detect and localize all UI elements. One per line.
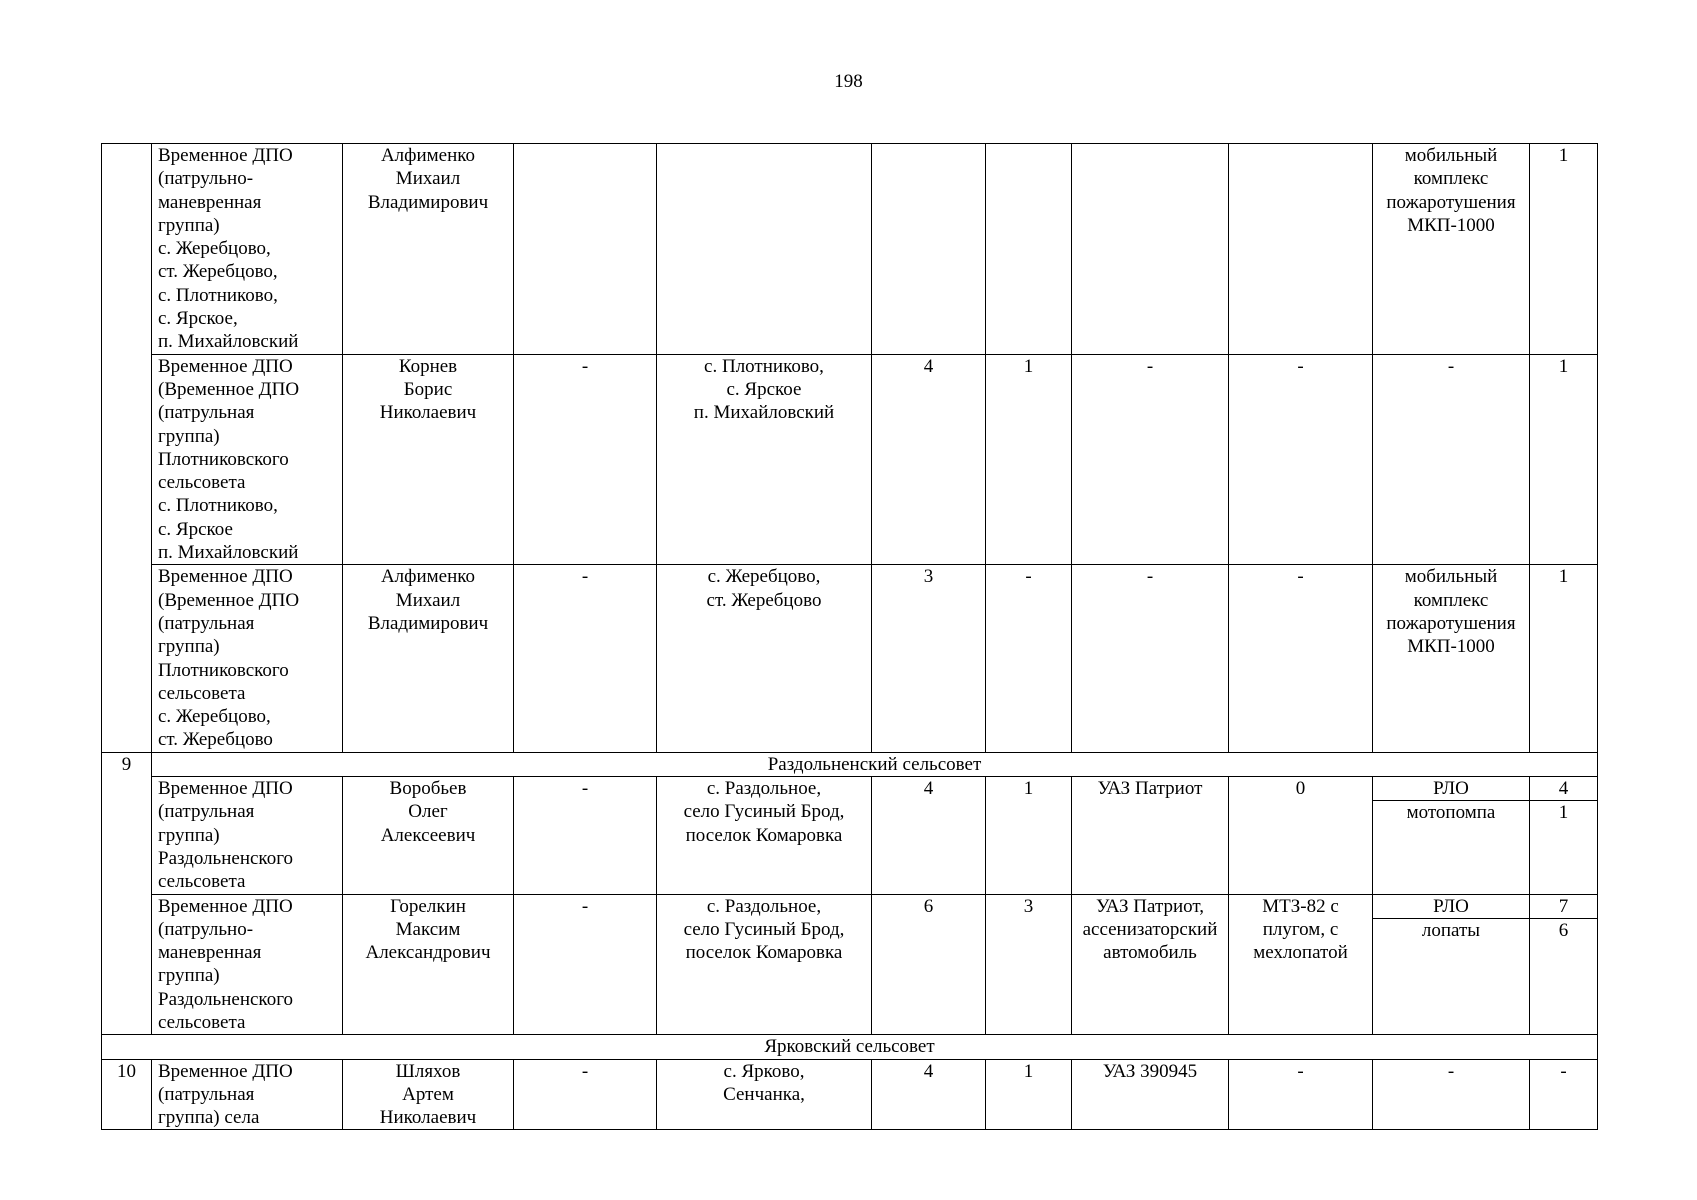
head-name-cell: Горелкин Максим Александрович xyxy=(343,894,514,1035)
table-cell: - xyxy=(514,354,657,565)
section-row xyxy=(102,752,1598,776)
equipment-cell: РЛО xyxy=(1373,894,1530,918)
equipment-count-cell: 1 xyxy=(1530,801,1598,894)
table-cell: - xyxy=(1072,565,1229,752)
table-cell: 4 xyxy=(872,354,986,565)
table-cell: 6 xyxy=(872,894,986,1035)
table-cell xyxy=(1072,144,1229,355)
table-cell: - xyxy=(1229,354,1373,565)
equipment-cell: мотопомпа xyxy=(1373,801,1530,894)
table-cell xyxy=(514,144,657,355)
fire-units-table xyxy=(101,143,1598,1130)
table-cell: 4 xyxy=(872,777,986,894)
table-cell: 4 xyxy=(872,1059,986,1130)
section-title: Ярковский сельсовет xyxy=(102,1035,1598,1059)
equipment-count-cell: 1 xyxy=(1530,565,1598,752)
table-cell: 0 xyxy=(1229,777,1373,894)
equipment-cell: - xyxy=(1373,1059,1530,1130)
unit-name-cell: Временное ДПО (патрульная группа) села xyxy=(152,1059,343,1130)
area-cell: с. Ярково, Сенчанка, xyxy=(657,1059,872,1130)
table-cell: УАЗ Патриот xyxy=(1072,777,1229,894)
equipment-count-cell: 1 xyxy=(1530,354,1598,565)
page-number: 198 xyxy=(834,71,863,92)
table-cell: 1 xyxy=(986,354,1072,565)
head-name-cell: Шляхов Артем Николаевич xyxy=(343,1059,514,1130)
table-row xyxy=(102,144,1598,355)
area-cell: с. Жеребцово, ст. Жеребцово xyxy=(657,565,872,752)
table-row xyxy=(102,894,1598,918)
head-name-cell: Алфименко Михаил Владимирович xyxy=(343,144,514,355)
equipment-count-cell: - xyxy=(1530,1059,1598,1130)
area-cell xyxy=(657,144,872,355)
table-cell: - xyxy=(1072,354,1229,565)
equipment-cell: мобильный комплекс пожаротушения МКП-1000 xyxy=(1373,565,1530,752)
equipment-count-cell: 6 xyxy=(1530,918,1598,1034)
table-cell: - xyxy=(514,894,657,1035)
equipment-cell: РЛО xyxy=(1373,777,1530,801)
equipment-cell: лопаты xyxy=(1373,918,1530,1034)
unit-name-cell: Временное ДПО (Временное ДПО (патрульная группа) Плотниковского сельсовета с. Плотниково, с. Ярское п. Михайловский xyxy=(152,354,343,565)
area-cell: с. Раздольное, село Гусиный Брод, поселок Комаровка xyxy=(657,894,872,1035)
table-cell: 3 xyxy=(872,565,986,752)
head-name-cell: Алфименко Михаил Владимирович xyxy=(343,565,514,752)
table-cell: - xyxy=(1229,565,1373,752)
table-cell: 1 xyxy=(986,1059,1072,1130)
table-row xyxy=(102,777,1598,801)
equipment-count-cell: 7 xyxy=(1530,894,1598,918)
table-cell: - xyxy=(986,565,1072,752)
area-cell: с. Раздольное, село Гусиный Брод, поселок Комаровка xyxy=(657,777,872,894)
table-row xyxy=(102,565,1598,752)
equipment-count-cell: 4 xyxy=(1530,777,1598,801)
area-cell: с. Плотниково, с. Ярское п. Михайловский xyxy=(657,354,872,565)
table-cell: - xyxy=(514,1059,657,1130)
unit-name-cell: Временное ДПО (патрульно- маневренная группа) Раздольненского сельсовета xyxy=(152,894,343,1035)
equipment-count-cell: 1 xyxy=(1530,144,1598,355)
unit-name-cell: Временное ДПО (патрульно- маневренная группа) с. Жеребцово, ст. Жеребцово, с. Плотниково, с. Ярское, п. Михайловский xyxy=(152,144,343,355)
table-cell: - xyxy=(514,565,657,752)
table-cell xyxy=(872,144,986,355)
section-row xyxy=(102,1035,1598,1059)
head-name-cell: Корнев Борис Николаевич xyxy=(343,354,514,565)
section-title: Раздольненский сельсовет xyxy=(152,752,1598,776)
row-number-cell xyxy=(102,144,152,753)
equipment-cell: - xyxy=(1373,354,1530,565)
unit-name-cell: Временное ДПО (патрульная группа) Раздольненского сельсовета xyxy=(152,777,343,894)
table-cell: МТЗ-82 с плугом, с мехлопатой xyxy=(1229,894,1373,1035)
table-row xyxy=(102,354,1598,565)
table-cell: - xyxy=(1229,1059,1373,1130)
equipment-cell: мобильный комплекс пожаротушения МКП-1000 xyxy=(1373,144,1530,355)
table-cell xyxy=(1229,144,1373,355)
head-name-cell: Воробьев Олег Алексеевич xyxy=(343,777,514,894)
table-cell xyxy=(986,144,1072,355)
table-cell: 3 xyxy=(986,894,1072,1035)
table-row xyxy=(102,1059,1598,1130)
row-number-cell: 9 xyxy=(102,752,152,1035)
table-cell: УАЗ Патриот, ассенизаторский автомобиль xyxy=(1072,894,1229,1035)
row-number-cell: 10 xyxy=(102,1059,152,1130)
unit-name-cell: Временное ДПО (Временное ДПО (патрульная группа) Плотниковского сельсовета с. Жеребцово, ст. Жеребцово xyxy=(152,565,343,752)
table-cell: - xyxy=(514,777,657,894)
table-cell: УАЗ 390945 xyxy=(1072,1059,1229,1130)
table-cell: 1 xyxy=(986,777,1072,894)
